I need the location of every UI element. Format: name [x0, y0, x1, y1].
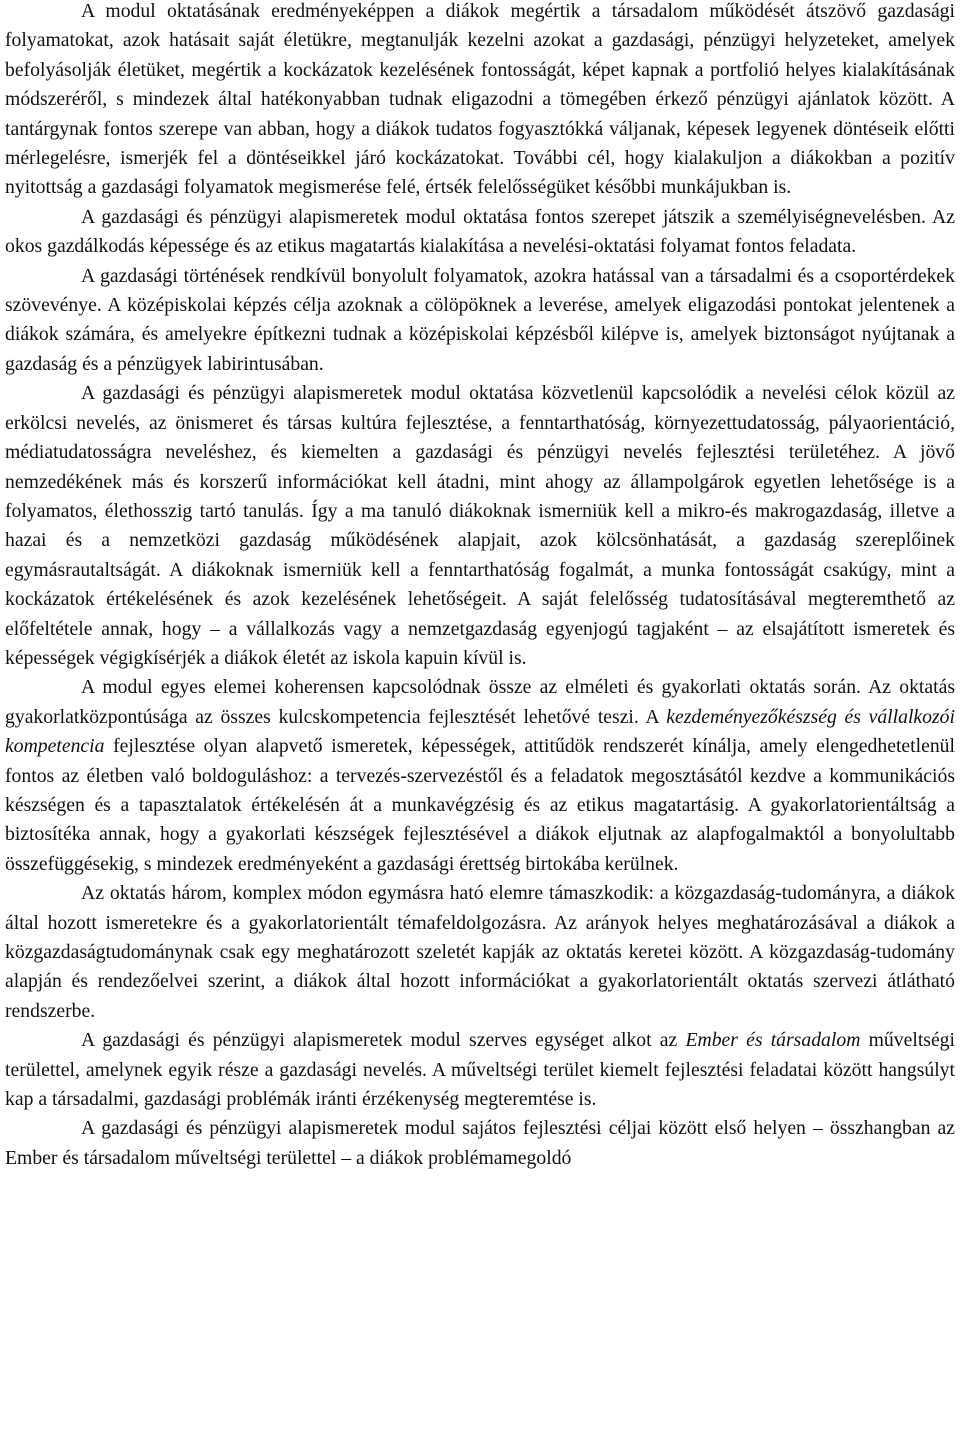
paragraph-6-text: Az oktatás három, komplex módon egymásra ható elemre támaszkodik: a közgazdaság-tudományra, a diákok által hozott ismeretekre és a gyakorlatorientált témafeldolgozásra. Az arányok helyes meghatározásával a diákok a közgazdaságtudománynak csak egy meghatározott szeletét kapják az oktatás keretei között. A közgazdaság-tudomány alapján és rendezőelvei szerint, a diákok által hozott információkat a gyakorlatorientált oktatás szervezi átlátható rendszerbe.	[5, 882, 955, 1022]
paragraph-1	[5, 0, 955, 203]
paragraph-7-italic-term: Ember és társadalom	[685, 1029, 861, 1052]
paragraph-7	[5, 1026, 955, 1114]
paragraph-3-text: A gazdasági történések rendkívül bonyolult folyamatok, azokra hatással van a társadalmi és a csoportérdekek szövevénye. A középiskolai képzés célja azoknak a cölöpöknek a leverése, amelyek eligazodási pontokat jelentenek a diákok számára, és amelyekre építkezni tudnak a középiskolai képzésből kilépve is, amelyek biztonságot nyújtanak a gazdaság és a pénzügyek labirintusában.	[5, 264, 955, 375]
paragraph-8-text: A gazdasági és pénzügyi alapismeretek modul sajátos fejlesztési céljai között első helyen – összhangban az Ember és társadalom műveltségi területtel – a diákok problémamegoldó	[5, 1117, 955, 1169]
paragraph-4	[5, 379, 955, 673]
paragraph-4-text: A gazdasági és pénzügyi alapismeretek modul oktatása közvetlenül kapcsolódik a nevelési célok közül az erkölcsi nevelés, az önismeret és társas kultúra fejlesztése, a fenntarthatóság, környezettudatosság, pályaorientáció, médiatudatosságra neveléshez, és kiemelten a gazdasági és pénzügyi nevelés fejlesztési területéhez. A jövő nemzedékének más és korszerű információkat kell átadni, mint ahogy az állampolgárok egyetlen lehetősége is a folyamatos, élethosszig tartó tanulás. Így a ma tanuló diákoknak ismerniük kell a mikro-és makrogazdaság, illetve a hazai és a nemzetközi gazdaság működésének alapjait, azok kölcsönhatását, a gazdaság szereplőinek egymásrautaltságát. A diákoknak ismerniük kell a fenntarthatóság fogalmát, a munka fontosságát csakúgy, mint a kockázatok értékelésének és azok kezelésének lehetőségeit. A saját felelősség tudatosításával megteremthető az előfeltétele annak, hogy – a vállalkozás vagy a nemzetgazdaság egyenjogú tagjaként – az elsajátított ismeretek és képességek végigkísérjék a diákok életét az iskola kapuin kívül is.	[5, 382, 955, 669]
paragraph-8	[5, 1114, 955, 1173]
paragraph-1-text: A modul oktatásának eredményeképpen a diákok megértik a társadalom működését átszövő gazdasági folyamatokat, azok hatásait saját életükre, megtanulják kezelni azokat a gazdasági, pénzügyi helyzeteket, amelyek befolyásolják életüket, megértik a kockázatok kezelésének fontosságát, képet kapnak a portfolió helyes kialakításának módszeréről, s mindezek által hatékonyabban tudnak eligazodni a tömegében érkező pénzügyi ajánlatok között. A tantárgynak fontos szerepe van abban, hogy a diákok tudatos fogyasztókká váljanak, képesek legyenek döntéseik előtti mérlegelésre, ismerjék fel a döntéseikkel járó kockázatokat. További cél, hogy kialakuljon a diákokban a pozitív nyitottság a gazdasági folyamatok megismerése felé, értsék felelősségüket későbbi munkájukban is.	[5, 0, 955, 199]
paragraph-5-text-a: A modul egyes elemei koherensen kapcsolódnak össze az elméleti és gyakorlati oktatás során. Az oktatás gyakorlatközpontúsága az összes kulcskompetencia fejlesztését lehetővé teszi. A	[5, 676, 955, 728]
paragraph-5	[5, 673, 955, 879]
paragraph-6	[5, 879, 955, 1026]
document-page	[5, 0, 955, 1173]
paragraph-2	[5, 203, 955, 262]
paragraph-3	[5, 262, 955, 380]
paragraph-7-text-b: műveltségi területtel, amelynek egyik része a gazdasági nevelés. A műveltségi terület kiemelt fejlesztési feladatai között hangsúlyt kap a társadalmi, gazdasági problémák iránti érzékenység megteremtése is.	[5, 1029, 955, 1111]
paragraph-5-text-b: fejlesztése olyan alapvető ismeretek, képességek, attitűdök rendszerét kínálja, amely elengedhetetlenül fontos az életben való boldoguláshoz: a tervezés-szervezéstől és a feladatok megosztásától kezdve a kommunikációs készségen és a tapasztalatok értékelésén át a munkavégzésig és az etikus magatartásig. A gyakorlatorientáltság a biztosítéka annak, hogy a gyakorlati készségek fejlesztésével a diákok eljutnak az alapfogalmaktól a bonyolultabb összefüggésekig, s mindezek eredményeként a gazdasági érettség birtokába kerülnek.	[5, 735, 955, 875]
paragraph-2-text: A gazdasági és pénzügyi alapismeretek modul oktatása fontos szerepet játszik a személyiségnevelésben. Az okos gazdálkodás képessége és az etikus magatartás kialakítása a nevelési-oktatási folyamat fontos feladata.	[5, 205, 955, 258]
paragraph-5-italic-term: kezdeményezőkészség és vállalkozói kompetencia	[5, 705, 955, 758]
paragraph-7-text-a: A gazdasági és pénzügyi alapismeretek modul szerves egységet alkot az	[81, 1029, 686, 1052]
